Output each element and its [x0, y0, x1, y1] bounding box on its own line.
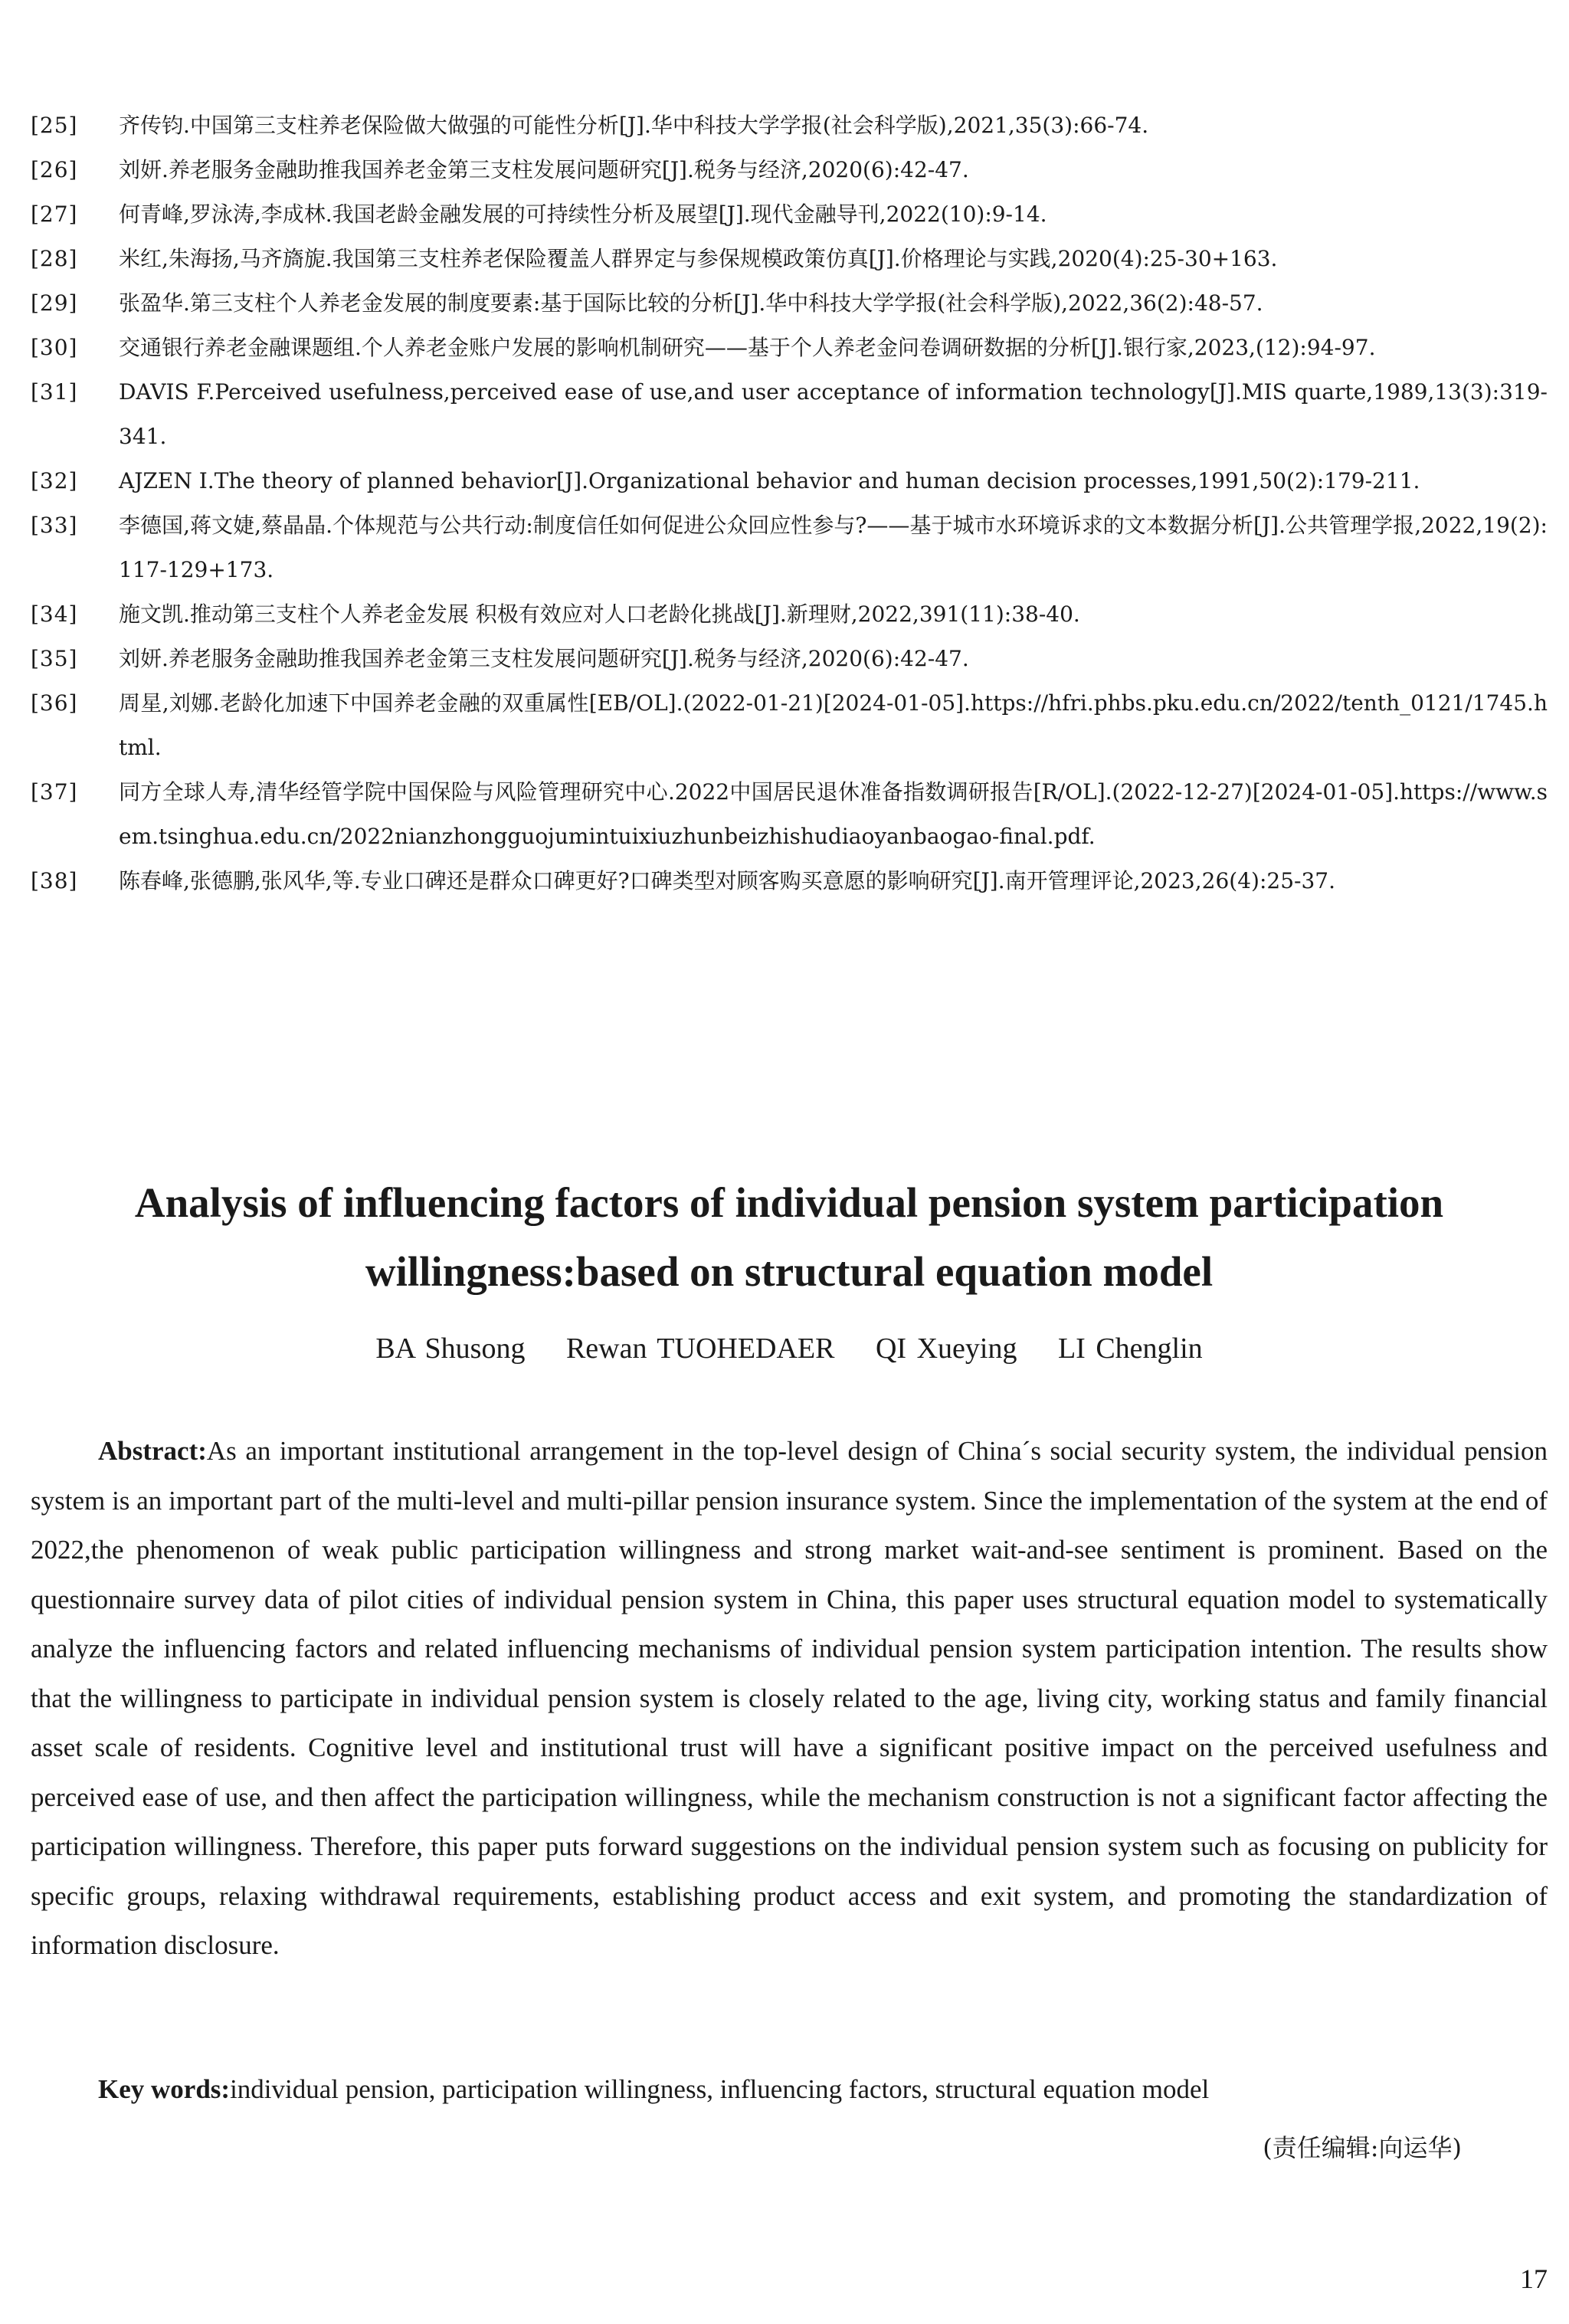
reference-text: 齐传钧.中国第三支柱养老保险做大做强的可能性分析[J].华中科技大学学报(社会科学版),2021,35(3):66-74.: [119, 113, 1149, 138]
reference-item: [31, 681, 1548, 770]
reference-number: [25]: [31, 113, 78, 138]
reference-list: [31, 103, 1548, 903]
reference-item: [31, 859, 1548, 903]
reference-text: DAVIS F.Perceived usefulness,perceived ease of use,and user acceptance of information technology[J].MIS quarte,1989,13(3):319-341.: [119, 379, 1548, 449]
reference-item: [31, 326, 1548, 370]
reference-item: [31, 148, 1548, 192]
reference-number: [32]: [31, 468, 78, 493]
reference-text: 李德国,蒋文婕,蔡晶晶.个体规范与公共行动:制度信任如何促进公众回应性参与?——基于城市水环境诉求的文本数据分析[J].公共管理学报,2022,19(2):117-129+173.: [119, 513, 1548, 582]
author-name: BA Shusong: [375, 1332, 526, 1365]
reference-number: [36]: [31, 690, 78, 716]
author-name: QI Xueying: [875, 1332, 1017, 1365]
reference-text: 周星,刘娜.老龄化加速下中国养老金融的双重属性[EB/OL].(2022-01-21)[2024-01-05].https://hfri.phbs.pku.edu.cn/2022/tenth_0121/1745.html.: [119, 690, 1548, 760]
reference-number: [34]: [31, 601, 78, 627]
reference-item: [31, 370, 1548, 459]
reference-text: 施文凯.推动第三支柱个人养老金发展 积极有效应对人口老龄化挑战[J].新理财,2022,391(11):38-40.: [119, 601, 1080, 627]
keywords: [31, 2065, 1548, 2115]
reference-number: [26]: [31, 157, 78, 182]
reference-item: [31, 637, 1548, 681]
reference-item: [31, 103, 1548, 148]
reference-number: [27]: [31, 202, 78, 227]
reference-text: 刘妍.养老服务金融助推我国养老金第三支柱发展问题研究[J].税务与经济,2020(6):42-47.: [119, 646, 969, 671]
reference-item: [31, 503, 1548, 592]
paper-title: Analysis of influencing factors of individual pension system participation willingness:based on structural equation model: [134, 1179, 1444, 1295]
reference-number: [35]: [31, 646, 78, 671]
reference-text: 交通银行养老金融课题组.个人养老金账户发展的影响机制研究——基于个人养老金问卷调研数据的分析[J].银行家,2023,(12):94-97.: [119, 335, 1376, 360]
keywords-text: individual pension, participation willingness, influencing factors, structural equation model: [230, 2074, 1210, 2104]
keywords-label: Key words:: [98, 2074, 231, 2104]
reference-item: [31, 237, 1548, 281]
reference-item: [31, 770, 1548, 859]
reference-number: [31]: [31, 379, 78, 405]
reference-text: 米红,朱海扬,马齐旖旎.我国第三支柱养老保险覆盖人群界定与参保规模政策仿真[J].价格理论与实践,2020(4):25-30+163.: [119, 246, 1278, 271]
reference-text: 张盈华.第三支柱个人养老金发展的制度要素:基于国际比较的分析[J].华中科技大学学报(社会科学版),2022,36(2):48-57.: [119, 290, 1263, 316]
reference-item: [31, 592, 1548, 637]
reference-text: 刘妍.养老服务金融助推我国养老金第三支柱发展问题研究[J].税务与经济,2020(6):42-47.: [119, 157, 969, 182]
abstract-text: As an important institutional arrangement in the top-level design of China´s social security system, the individual pension system is an important part of the multi-level and multi-pillar pension insurance system. Since the implementation of the system at the end of 2022,the phenomenon of weak public participation willingness and strong market wait-and-see sentiment is prominent. Based on the questionnaire survey data of pilot cities of individual pension system in China, this paper uses structural equation model to systematically analyze the influencing factors and related influencing mechanisms of individual pension system participation intention. The results show that the willingness to participate in individual pension system is closely related to the age, living city, working status and family financial asset scale of residents. Cognitive level and institutional trust will have a significant positive impact on the perceived usefulness and perceived ease of use, and then affect the participation willingness, while the mechanism construction is not a significant factor affecting the participation willingness. Therefore, this paper puts forward suggestions on the individual pension system such as focusing on publicity for specific groups, relaxing withdrawal requirements, establishing product access and exit system, and promoting the standardization of information disclosure.: [31, 1436, 1548, 1960]
page-number: 17: [1520, 2263, 1548, 2294]
reference-item: [31, 459, 1548, 503]
abstract: [31, 1427, 1548, 1971]
reference-number: [33]: [31, 513, 78, 538]
reference-number: [37]: [31, 779, 78, 805]
reference-text: AJZEN I.The theory of planned behavior[J].Organizational behavior and human decision processes,1991,50(2):179-211.: [119, 468, 1420, 493]
reference-text: 何青峰,罗泳涛,李成林.我国老龄金融发展的可持续性分析及展望[J].现代金融导刊,2022(10):9-14.: [119, 202, 1047, 227]
author-name: LI Chenglin: [1057, 1332, 1203, 1365]
abstract-label: Abstract:: [98, 1436, 207, 1466]
reference-text: 同方全球人寿,清华经管学院中国保险与风险管理研究中心.2022中国居民退休准备指数调研报告[R/OL].(2022-12-27)[2024-01-05].https://www.sem.tsinghua.edu.cn/2022nianzhongguojumintuixiuzhunbeizhishudiaoyanbaogao-final.pdf.: [119, 779, 1548, 849]
reference-item: [31, 192, 1548, 237]
reference-number: [38]: [31, 868, 78, 893]
reference-text: 陈春峰,张德鹏,张风华,等.专业口碑还是群众口碑更好?口碑类型对顾客购买意愿的影响研究[J].南开管理评论,2023,26(4):25-37.: [119, 868, 1335, 893]
reference-number: [30]: [31, 335, 78, 360]
reference-item: [31, 281, 1548, 326]
reference-number: [28]: [31, 246, 78, 271]
author-list: [31, 1332, 1548, 1365]
author-name: Rewan TUOHEDAER: [565, 1332, 835, 1365]
reference-number: [29]: [31, 290, 78, 316]
responsible-editor: (责任编辑:向运华): [1263, 2133, 1462, 2162]
